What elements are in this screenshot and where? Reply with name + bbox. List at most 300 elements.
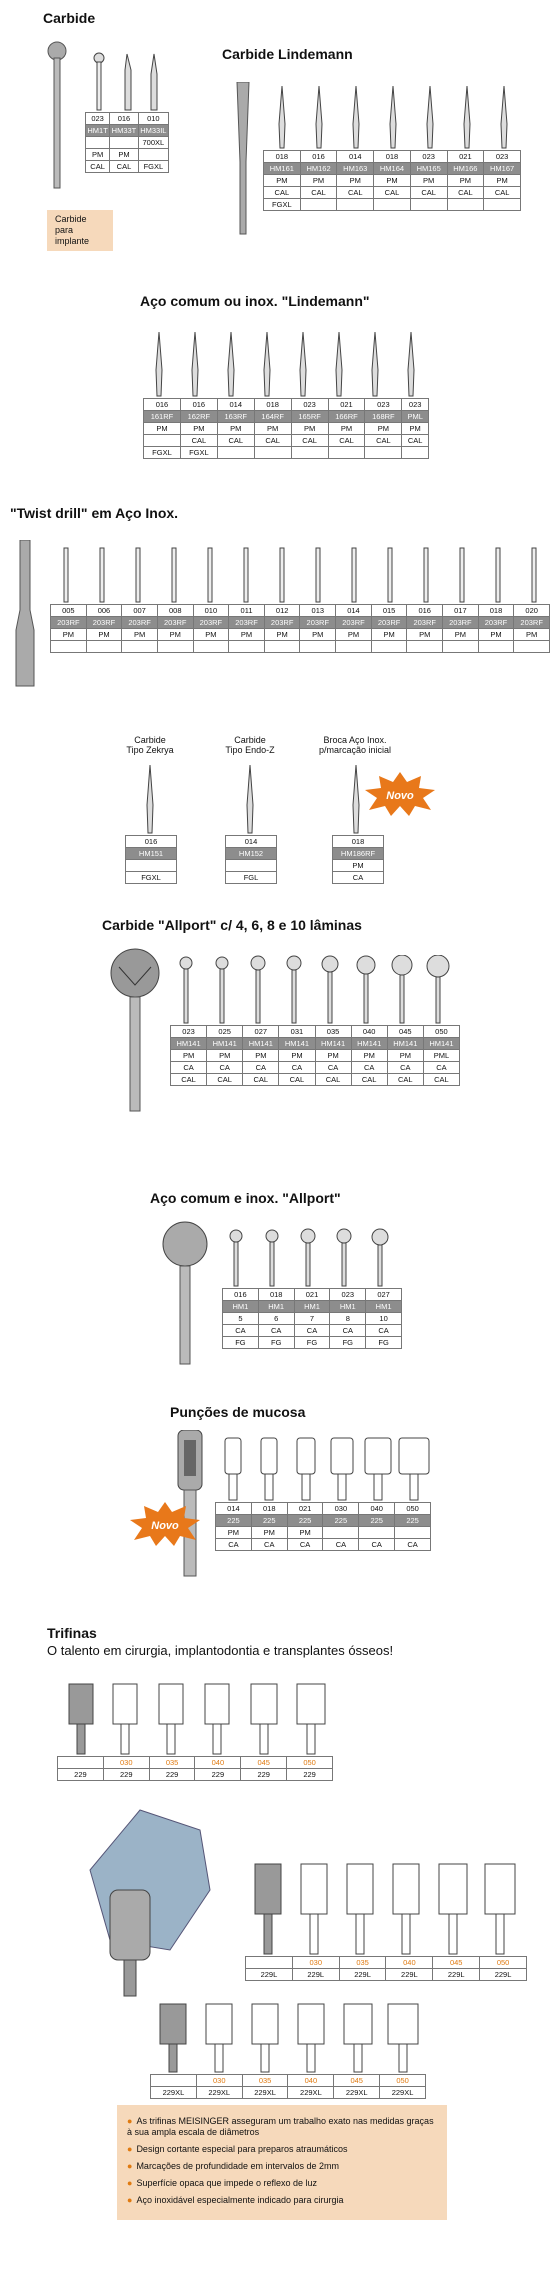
spec-cell: 040 [359, 1503, 395, 1515]
spec-cell: CA [351, 1062, 387, 1074]
spec-cell: 018 [478, 605, 514, 617]
trifinas-subtitle: O talento em cirurgia, implantodontia e transplantes ósseos! [47, 1643, 394, 1658]
spec-cell: 018 [254, 399, 291, 411]
spec-cell: 016 [407, 605, 443, 617]
spec-cell: 023 [171, 1026, 207, 1038]
spec-cell: 030 [292, 1957, 339, 1969]
spec-cell: 229L [246, 1969, 293, 1981]
spec-cell: PM [337, 175, 374, 187]
spec-cell [410, 199, 447, 211]
spec-cell: PM [86, 629, 122, 641]
spec-cell: 045 [433, 1957, 480, 1969]
spec-cell: 229XL [242, 2087, 288, 2099]
spec-cell: 161RF [144, 411, 181, 423]
spec-cell: CAL [254, 435, 291, 447]
spec-row [264, 187, 521, 199]
spec-cell: CA [279, 1062, 315, 1074]
spec-cell [447, 199, 484, 211]
spec-cell: 035 [339, 1957, 386, 1969]
spec-cell: PM [315, 1050, 351, 1062]
spec-row [51, 605, 550, 617]
spec-cell: 229XL [334, 2087, 380, 2099]
spec-row [171, 1026, 460, 1038]
spec-row [246, 1957, 527, 1969]
spec-row [226, 872, 277, 884]
spec-cell: CA [258, 1325, 294, 1337]
spec-cell: 164RF [254, 411, 291, 423]
spec-cell: 014 [216, 1503, 252, 1515]
spec-cell: CAL [279, 1074, 315, 1086]
spec-cell: PM [264, 629, 300, 641]
spec-cell: HM141 [207, 1038, 243, 1050]
carbide-implant-tag: Carbide para implante [47, 210, 113, 251]
spec-row [144, 435, 429, 447]
spec-cell: 016 [223, 1289, 259, 1301]
twist-drill-large-image [10, 540, 40, 690]
spec-cell: 030 [323, 1503, 359, 1515]
spec-cell: HM1 [223, 1301, 259, 1313]
spec-cell: 8 [330, 1313, 366, 1325]
spec-cell: 050 [423, 1026, 459, 1038]
trifina-row2-icons [245, 1860, 527, 1956]
spec-cell: CAL [243, 1074, 279, 1086]
spec-cell: CAL [365, 435, 402, 447]
spec-cell [371, 641, 407, 653]
spec-cell: 229 [58, 1769, 104, 1781]
spec-cell: 225 [323, 1515, 359, 1527]
section-title-carbide: Carbide [43, 10, 96, 26]
endoz-bur-icon [243, 765, 257, 835]
spec-cell: 040 [288, 2075, 334, 2087]
spec-row [58, 1757, 333, 1769]
spec-cell: 229L [292, 1969, 339, 1981]
broca-inox-spec-table [332, 835, 384, 884]
spec-row [51, 641, 550, 653]
spec-cell: CA [287, 1539, 323, 1551]
spec-cell: CAL [315, 1074, 351, 1086]
spec-cell: 023 [365, 399, 402, 411]
spec-cell [86, 137, 110, 149]
spec-cell: 203RF [264, 617, 300, 629]
spec-cell: 10 [366, 1313, 402, 1325]
spec-cell: 023 [86, 113, 110, 125]
spec-cell: FG [330, 1337, 366, 1349]
spec-cell [336, 641, 372, 653]
lindemann-bur-large-image [232, 82, 254, 237]
spec-cell: CAL [387, 1074, 423, 1086]
broca-inox-title: Broca Aço Inox. p/marcação inicial [318, 735, 392, 755]
spec-cell: PM [254, 423, 291, 435]
allport-bur-icons [172, 955, 462, 1025]
spec-cell: 006 [86, 605, 122, 617]
spec-row [333, 836, 384, 848]
spec-cell: 016 [126, 836, 177, 848]
spec-cell: 203RF [300, 617, 336, 629]
spec-cell: CAL [410, 187, 447, 199]
spec-cell: 013 [300, 605, 336, 617]
spec-cell: 035 [315, 1026, 351, 1038]
spec-cell: PM [217, 423, 254, 435]
spec-row [223, 1313, 402, 1325]
spec-cell: FGL [226, 872, 277, 884]
spec-row [264, 151, 521, 163]
spec-cell: 031 [279, 1026, 315, 1038]
spec-cell: PM [333, 860, 384, 872]
spec-cell [86, 641, 122, 653]
spec-cell: 203RF [122, 617, 158, 629]
spec-cell: CA [243, 1062, 279, 1074]
spec-row [144, 423, 429, 435]
spec-cell: 229 [149, 1769, 195, 1781]
spec-cell: 023 [484, 151, 521, 163]
feature-item: ● Design cortante especial para preparos atraumáticos [127, 2144, 348, 2154]
spec-cell [126, 860, 177, 872]
spec-cell: HM141 [423, 1038, 459, 1050]
spec-cell: CA [251, 1539, 287, 1551]
spec-cell: 016 [300, 151, 337, 163]
spec-cell: PM [387, 1050, 423, 1062]
spec-cell: CA [315, 1062, 351, 1074]
spec-row [223, 1337, 402, 1349]
spec-cell: HM33IL [138, 125, 168, 137]
svg-text:Novo: Novo [151, 1520, 179, 1532]
spec-cell: 023 [291, 399, 328, 411]
spec-row [264, 163, 521, 175]
spec-cell: CAL [171, 1074, 207, 1086]
spec-cell: CA [216, 1539, 252, 1551]
spec-cell: FG [258, 1337, 294, 1349]
spec-cell: 015 [371, 605, 407, 617]
trifina-large-image [50, 1800, 240, 2000]
spec-row [126, 872, 177, 884]
spec-cell [51, 641, 87, 653]
spec-cell [229, 641, 265, 653]
spec-cell: 020 [514, 605, 550, 617]
lindemann-bur-icons [268, 84, 528, 150]
spec-cell [323, 1527, 359, 1539]
spec-cell: FG [223, 1337, 259, 1349]
spec-cell: FG [366, 1337, 402, 1349]
spec-row [226, 860, 277, 872]
spec-row [126, 848, 177, 860]
spec-cell: PM [447, 175, 484, 187]
spec-cell: CAL [484, 187, 521, 199]
trifina-row1-icons [57, 1680, 333, 1756]
spec-cell: PM [51, 629, 87, 641]
spec-cell: 016 [110, 113, 139, 125]
spec-cell [144, 435, 181, 447]
spec-cell [514, 641, 550, 653]
spec-cell: PM [443, 629, 479, 641]
spec-cell: 203RF [193, 617, 229, 629]
spec-cell: PM [279, 1050, 315, 1062]
spec-cell: PM [229, 629, 265, 641]
spec-cell: HM162 [300, 163, 337, 175]
spec-cell: CAL [86, 161, 110, 173]
section-title-aco-lindemann: Aço comum ou inox. "Lindemann" [140, 293, 370, 309]
spec-row [223, 1289, 402, 1301]
spec-cell [337, 199, 374, 211]
spec-cell [151, 2075, 197, 2087]
spec-cell: 203RF [86, 617, 122, 629]
spec-cell: CA [323, 1539, 359, 1551]
spec-cell: 040 [351, 1026, 387, 1038]
spec-cell: 030 [196, 2075, 242, 2087]
spec-cell: PM [207, 1050, 243, 1062]
trifina-row1-table [57, 1756, 333, 1781]
spec-cell: CAL [447, 187, 484, 199]
spec-cell: 229XL [196, 2087, 242, 2099]
spec-cell: CA [387, 1062, 423, 1074]
spec-cell: 203RF [514, 617, 550, 629]
spec-cell: HM165 [410, 163, 447, 175]
spec-cell: CAL [264, 187, 301, 199]
spec-row [151, 2087, 426, 2099]
spec-cell: 027 [366, 1289, 402, 1301]
spec-cell: 018 [264, 151, 301, 163]
section-title-aco-allport: Aço comum e inox. "Allport" [150, 1190, 341, 1206]
aco-lindemann-bur-icons [145, 330, 435, 398]
lindemann-spec-table [263, 150, 521, 211]
spec-cell [264, 641, 300, 653]
carbide-spec-table [85, 112, 169, 173]
spec-cell: CAL [423, 1074, 459, 1086]
spec-cell: HM167 [484, 163, 521, 175]
spec-row [333, 848, 384, 860]
spec-cell [254, 447, 291, 459]
spec-cell: 163RF [217, 411, 254, 423]
spec-cell: 014 [217, 399, 254, 411]
aco-allport-bur-icons [222, 1228, 402, 1288]
spec-cell: CAL [328, 435, 365, 447]
spec-cell: FGXL [138, 161, 168, 173]
spec-cell: 700XL [138, 137, 168, 149]
spec-cell: PM [144, 423, 181, 435]
section-title-puncoes: Punções de mucosa [170, 1404, 306, 1420]
spec-cell: 050 [287, 1757, 333, 1769]
spec-cell [374, 199, 411, 211]
spec-cell: 229L [386, 1969, 433, 1981]
spec-cell: 203RF [478, 617, 514, 629]
spec-cell: 225 [216, 1515, 252, 1527]
spec-cell: HM163 [337, 163, 374, 175]
spec-cell [478, 641, 514, 653]
spec-cell [58, 1757, 104, 1769]
spec-cell: 035 [242, 2075, 288, 2087]
spec-cell: 018 [258, 1289, 294, 1301]
spec-row [264, 199, 521, 211]
spec-cell: HM1 [258, 1301, 294, 1313]
spec-cell: 229XL [288, 2087, 334, 2099]
spec-cell: 203RF [229, 617, 265, 629]
spec-cell: HM186RF [333, 848, 384, 860]
feature-item: ● As trifinas MEISINGER asseguram um trabalho exato nas medidas graças à sua ampla escala de diâmetros [127, 2116, 434, 2137]
spec-cell: 012 [264, 605, 300, 617]
spec-row [151, 2075, 426, 2087]
spec-cell: 025 [207, 1026, 243, 1038]
spec-cell: 021 [328, 399, 365, 411]
spec-cell [300, 199, 337, 211]
spec-cell: 014 [337, 151, 374, 163]
spec-row [144, 411, 429, 423]
spec-cell [246, 1957, 293, 1969]
spec-cell: 005 [51, 605, 87, 617]
novo-badge-2 [130, 1502, 200, 1546]
spec-cell: 014 [226, 836, 277, 848]
feature-item: ● Aço inoxidável especialmente indicado para cirurgia [127, 2195, 344, 2205]
spec-cell: PM [180, 423, 217, 435]
spec-row [246, 1969, 527, 1981]
spec-cell: CA [333, 872, 384, 884]
spec-cell: HM164 [374, 163, 411, 175]
spec-cell: 023 [402, 399, 429, 411]
spec-cell: 203RF [407, 617, 443, 629]
spec-cell: 203RF [443, 617, 479, 629]
spec-cell: HM1 [366, 1301, 402, 1313]
spec-cell: PM [351, 1050, 387, 1062]
spec-cell: 166RF [328, 411, 365, 423]
spec-cell [217, 447, 254, 459]
spec-cell: PM [157, 629, 193, 641]
spec-row [264, 175, 521, 187]
spec-cell: CA [359, 1539, 395, 1551]
spec-row [333, 860, 384, 872]
spec-cell: PM [371, 629, 407, 641]
spec-cell: HM141 [279, 1038, 315, 1050]
spec-cell: 229L [433, 1969, 480, 1981]
zekrya-spec-table [125, 835, 177, 884]
spec-cell: CA [223, 1325, 259, 1337]
spec-cell: HM141 [315, 1038, 351, 1050]
spec-cell [359, 1527, 395, 1539]
spec-cell: PML [423, 1050, 459, 1062]
spec-cell: PM [410, 175, 447, 187]
spec-cell: 229 [103, 1769, 149, 1781]
spec-cell: CA [294, 1325, 330, 1337]
spec-cell: CA [366, 1325, 402, 1337]
spec-cell: HM141 [243, 1038, 279, 1050]
spec-cell: CA [207, 1062, 243, 1074]
svg-text:Novo: Novo [386, 790, 414, 802]
spec-cell: CAL [402, 435, 429, 447]
spec-row [126, 836, 177, 848]
twist-drill-icons [50, 546, 550, 604]
spec-cell: HM141 [351, 1038, 387, 1050]
spec-cell: PM [216, 1527, 252, 1539]
spec-cell: 203RF [371, 617, 407, 629]
spec-cell [122, 641, 158, 653]
spec-row [51, 617, 550, 629]
spec-row [171, 1074, 460, 1086]
spec-cell: 030 [103, 1757, 149, 1769]
spec-row [86, 113, 169, 125]
spec-cell [138, 149, 168, 161]
spec-cell: PM [291, 423, 328, 435]
spec-cell: CA [171, 1062, 207, 1074]
spec-cell [193, 641, 229, 653]
spec-cell: 165RF [291, 411, 328, 423]
spec-cell: CA [395, 1539, 431, 1551]
spec-cell: 229L [339, 1969, 386, 1981]
spec-cell [157, 641, 193, 653]
spec-cell: 018 [333, 836, 384, 848]
spec-cell [395, 1527, 431, 1539]
spec-row [216, 1503, 431, 1515]
spec-cell: PM [365, 423, 402, 435]
feature-item: ● Marcações de profundidade em intervalos de 2mm [127, 2161, 340, 2171]
spec-cell: PM [478, 629, 514, 641]
spec-cell: FGXL [126, 872, 177, 884]
spec-cell: CAL [351, 1074, 387, 1086]
carbide-bur-icons [85, 50, 175, 112]
spec-cell: 021 [447, 151, 484, 163]
spec-cell: PM [514, 629, 550, 641]
spec-cell: 050 [480, 1957, 527, 1969]
spec-cell: 229 [195, 1769, 241, 1781]
spec-cell: 023 [330, 1289, 366, 1301]
spec-cell: 045 [241, 1757, 287, 1769]
endoz-title: Carbide Tipo Endo-Z [225, 735, 275, 755]
spec-row [86, 161, 169, 173]
spec-cell: 050 [395, 1503, 431, 1515]
spec-row [86, 137, 169, 149]
trifina-row2-table [245, 1956, 527, 1981]
spec-cell: PM [110, 149, 139, 161]
spec-cell: 203RF [51, 617, 87, 629]
spec-cell: CAL [291, 435, 328, 447]
trifinas-features-box [117, 2105, 447, 2220]
spec-cell: 021 [294, 1289, 330, 1301]
spec-row [144, 399, 429, 411]
spec-cell: PM [122, 629, 158, 641]
spec-cell: 225 [359, 1515, 395, 1527]
spec-cell: 225 [251, 1515, 287, 1527]
spec-cell: 229L [480, 1969, 527, 1981]
spec-cell: 027 [243, 1026, 279, 1038]
spec-cell: CA [330, 1325, 366, 1337]
spec-row [171, 1062, 460, 1074]
spec-cell: HM141 [171, 1038, 207, 1050]
spec-cell: FG [294, 1337, 330, 1349]
spec-cell: HM33T [111, 125, 137, 135]
twist-drill-spec-table [50, 604, 550, 653]
spec-cell: 6 [258, 1313, 294, 1325]
spec-cell: 007 [122, 605, 158, 617]
spec-cell: PM [336, 629, 372, 641]
spec-cell: 229 [287, 1769, 333, 1781]
spec-cell: CA [423, 1062, 459, 1074]
section-title-lindemann: Carbide Lindemann [222, 46, 353, 62]
spec-cell: CAL [337, 187, 374, 199]
spec-cell [365, 447, 402, 459]
spec-row [226, 848, 277, 860]
spec-cell: 011 [229, 605, 265, 617]
spec-cell: PM [374, 175, 411, 187]
spec-cell [291, 447, 328, 459]
spec-cell [484, 199, 521, 211]
spec-cell: FGXL [180, 447, 217, 459]
spec-cell: 225 [287, 1515, 323, 1527]
zekrya-bur-icon [143, 765, 157, 835]
spec-cell: PM [287, 1527, 323, 1539]
spec-cell: CAL [374, 187, 411, 199]
spec-cell: 016 [144, 399, 181, 411]
spec-cell [402, 447, 429, 459]
spec-cell: PM [407, 629, 443, 641]
trifina-row3-icons [150, 2000, 426, 2074]
spec-cell: CAL [207, 1074, 243, 1086]
spec-cell: 035 [149, 1757, 195, 1769]
